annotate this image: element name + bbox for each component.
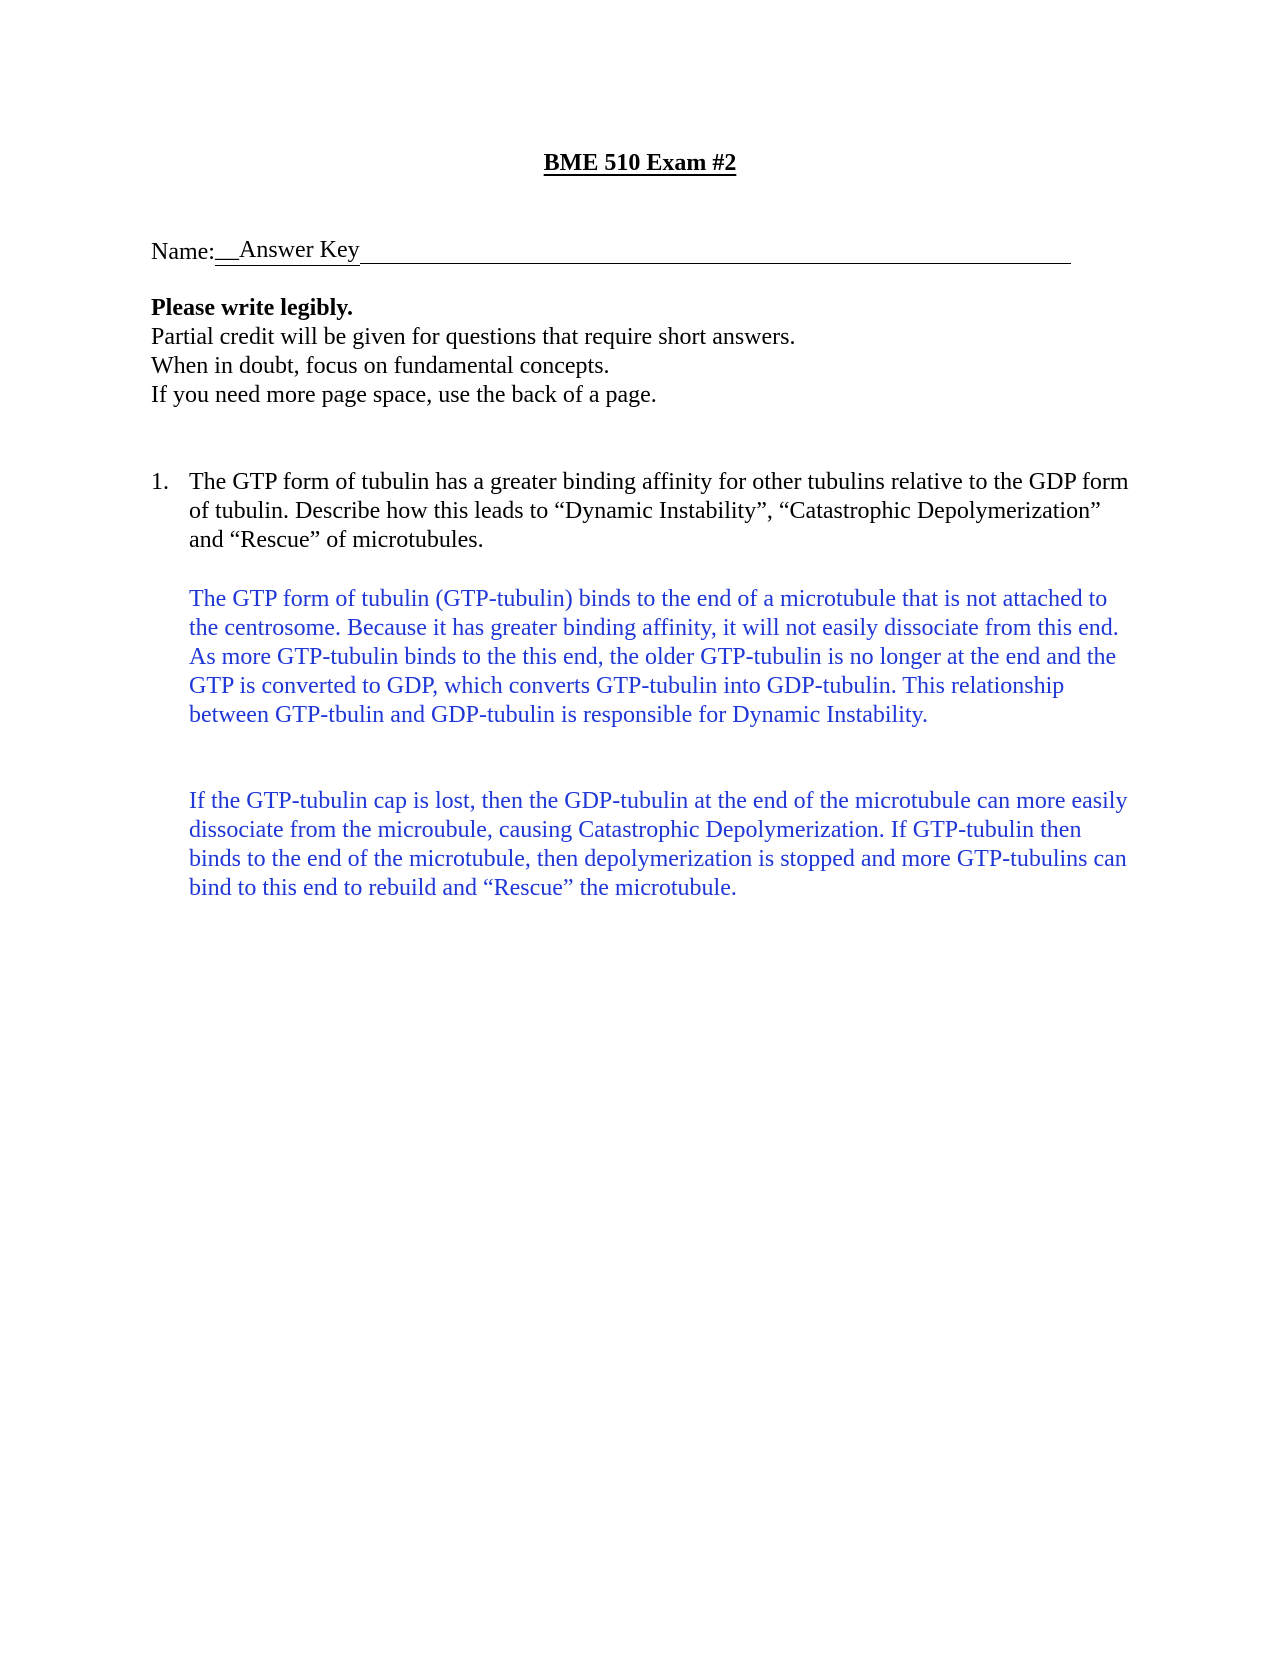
instruction-line: If you need more page space, use the back of a page. <box>151 382 657 408</box>
name-line <box>151 237 1071 266</box>
name-value: __Answer Key <box>215 237 360 266</box>
answer-paragraph-2: If the GTP-tubulin cap is lost, then the GDP-tubulin at the end of the microtubule can more easily dissociate from the microubule, causing Catastrophic Depolymerization. If GTP-tubulin then binds to the end of the microtubule, then depolymerization is stopped and more GTP-tubulins can bind to this end to rebuild and “Rescue” the microtubule. <box>189 788 1128 901</box>
page-title <box>0 150 1280 177</box>
exam-title: BME 510 Exam #2 <box>543 150 737 176</box>
name-underline <box>360 262 1071 264</box>
instructions <box>151 294 1151 410</box>
question-text: The GTP form of tubulin has a greater binding affinity for other tubulins relative to the GDP form of tubulin. Describe how this leads to “Dynamic Instability”, “Catastrophic Depolymerization” and “Rescue” of microtubules. <box>189 469 1129 553</box>
question-number: 1. <box>151 469 169 495</box>
instruction-line: When in doubt, focus on fundamental concepts. <box>151 353 610 379</box>
answer-paragraph-1: The GTP form of tubulin (GTP-tubulin) binds to the end of a microtubule that is not attached to the centrosome. Because it has greater binding affinity, it will not easily dissociate from this end. As more GTP-tubulin binds to the this end, the older GTP-tubulin is no longer at the end and the GTP is converted to GDP, which converts GTP-tubulin into GDP-tubulin. This relationship between GTP-tbulin and GDP-tubulin is responsible for Dynamic Instability. <box>189 586 1119 728</box>
instruction-bold-line: Please write legibly. <box>151 295 353 321</box>
name-label: Name: <box>151 239 215 265</box>
instruction-line: Partial credit will be given for questions that require short answers. <box>151 324 796 350</box>
question-1 <box>151 468 1131 555</box>
